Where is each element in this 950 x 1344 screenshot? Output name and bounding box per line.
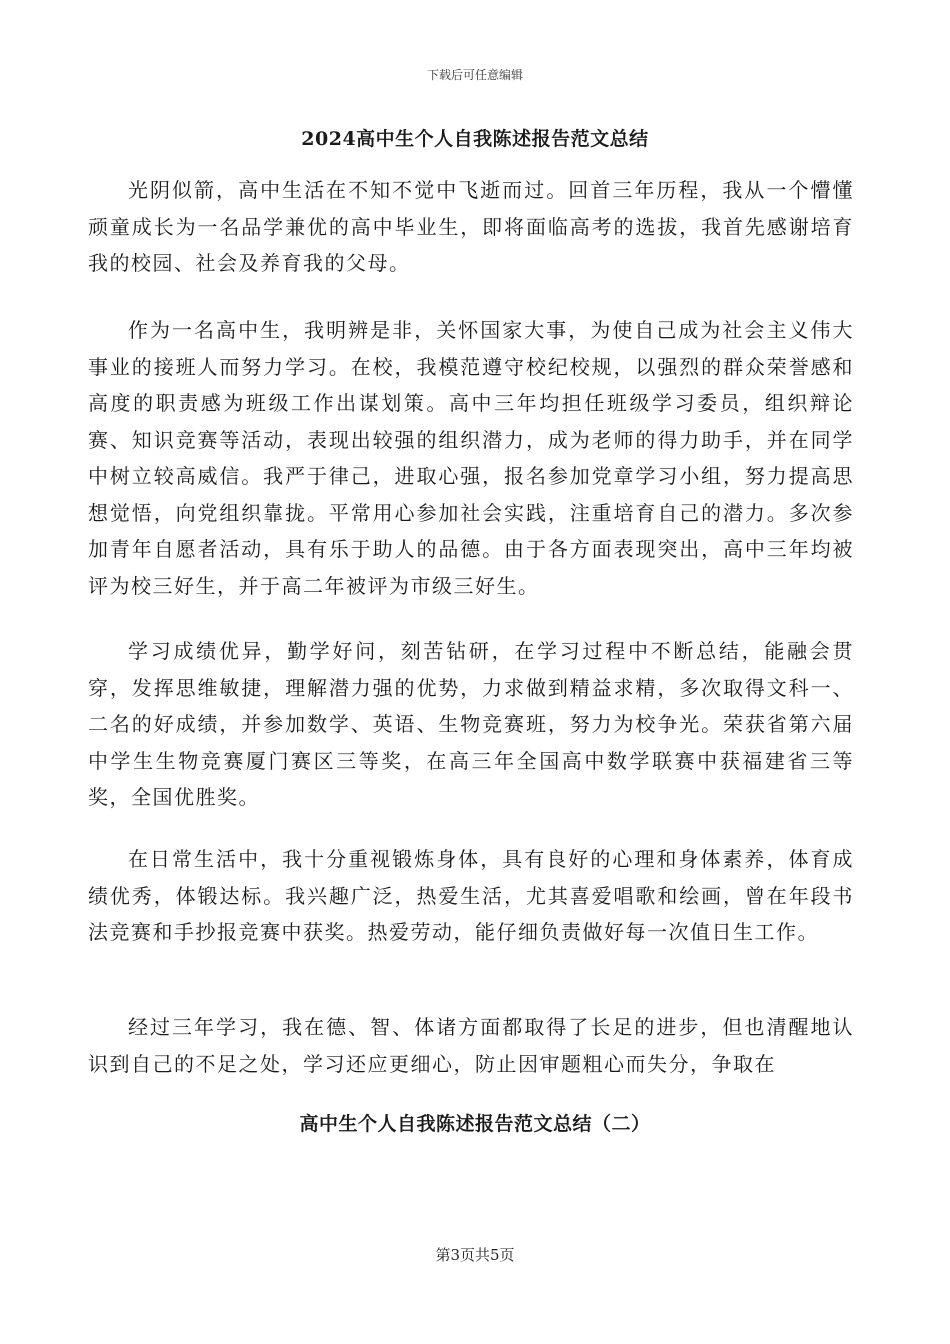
section-subtitle: 高中生个人自我陈述报告范文总结（二） (299, 1113, 651, 1135)
paragraph-2: 作为一名高中生，我明辨是非，关怀国家大事，为使自己成为社会主义伟大事业的接班人而努力学习。在校，我模范遵守校纪校规，以强烈的群众荣誉感和高度的职责感为班级工作出谋划策。高中三年均担任班级学习委员，组织辩论赛、知识竞赛等活动，表现出较强的组织潜力，成为老师的得力助手，并在同学中树立较高威信。我严于律己，进取心强，报名参加党章学习小组，努力提高思想觉悟，向党组织靠拢。平常用心参加社会实践，注重培育自己的潜力。多次参加青年自愿者活动，具有乐于助人的品德。由于各方面表现突出，高中三年均被评为校三好生，并于高二年被评为市级三好生。 (88, 318, 854, 598)
paragraph-5: 经过三年学习，我在德、智、体诸方面都取得了长足的进步，但也清醒地认识到自己的不足之处，学习还应更细心，防止因审题粗心而失分，争取在 (88, 1015, 854, 1076)
paragraph-3: 学习成绩优异，勤学好问，刻苦钻研，在学习过程中不断总结，能融会贯穿，发挥思维敏捷，理解潜力强的优势，力求做到精益求精，多次取得文科一、二名的好成绩，并参加数学、英语、生物竞赛班，努力为校争光。荣获省第六届中学生生物竞赛厦门赛区三等奖，在高三年全国高中数学联赛中获福建省三等奖，全国优胜奖。 (88, 639, 854, 809)
header-note: 下载后可任意编辑 (426, 68, 523, 82)
paragraph-4: 在日常生活中，我十分重视锻炼身体，具有良好的心理和身体素养，体育成绩优秀，体锻达标。我兴趣广泛，热爱生活，尤其喜爱唱歌和绘画，曾在年段书法竞赛和手抄报竞赛中获奖。热爱劳动，能仔细负责做好每一次值日生工作。 (88, 847, 854, 944)
page-footer: 第3页共5页 (435, 1246, 515, 1264)
paragraph-1: 光阴似箭，高中生活在不知不觉中飞逝而过。回首三年历程，我从一个懵懂顽童成长为一名品学兼优的高中毕业生，即将面临高考的选拔，我首先感谢培育我的校园、社会及养育我的父母。 (88, 178, 854, 275)
document-title: 2024高中生个人自我陈述报告范文总结 (301, 128, 649, 150)
